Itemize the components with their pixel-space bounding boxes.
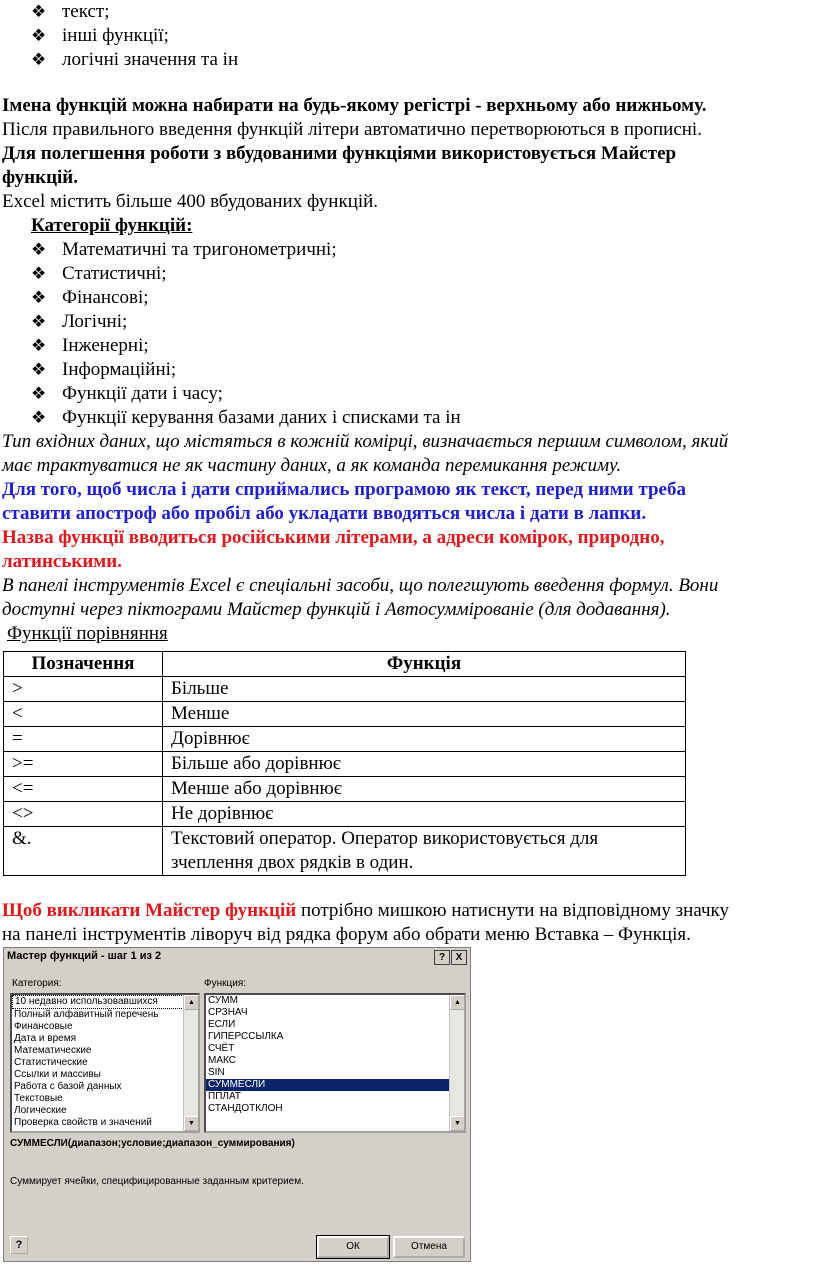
- category-item[interactable]: Работа с базой данных: [14, 1081, 122, 1092]
- para: Після правильного введення функцій літери автоматично перетворюються в прописні.: [2, 119, 702, 140]
- category-label: Категория:: [12, 978, 62, 989]
- category-item[interactable]: Математические: [14, 1045, 92, 1056]
- column-header: Функція: [163, 652, 686, 677]
- table-cell: Не дорівнює: [163, 802, 686, 827]
- italic-para: Тип вхідних даних, що містяться в кожній комірці, визначається першим символом, який: [2, 431, 729, 452]
- diamond-bullet-icon: ❖: [31, 240, 47, 259]
- ok-button[interactable]: ОК: [317, 1236, 389, 1258]
- italic-para: має трактуватися не як частину даних, а як команда перемикання режиму.: [2, 455, 622, 476]
- italic-para: доступні через піктограми Майстер функцій і Автосуммірованіе (для додавання).: [2, 599, 671, 620]
- help-icon[interactable]: ?: [10, 1236, 28, 1254]
- category-scrollbar[interactable]: [183, 995, 198, 1131]
- cancel-button[interactable]: Отмена: [393, 1236, 465, 1258]
- category-item[interactable]: Финансовые: [14, 1021, 73, 1032]
- diamond-bullet-icon: ❖: [31, 408, 47, 427]
- wizard-highlight: Щоб викликати Майстер функцій: [2, 900, 297, 921]
- italic-para: В панелі інструментів Excel є спеціальні засоби, що полегшують введення формул. Вони: [2, 575, 719, 596]
- function-wizard-dialog: [3, 947, 471, 1262]
- function-label: Функция:: [204, 978, 247, 989]
- list-item: ❖ Логічні;: [31, 311, 128, 332]
- intro-list: [0, 0, 816, 72]
- category-item[interactable]: Статистические: [14, 1057, 88, 1068]
- diamond-bullet-icon: ❖: [31, 288, 47, 307]
- red-para: латинськими.: [2, 551, 122, 572]
- function-item[interactable]: СЧЁТ: [208, 1043, 235, 1054]
- diamond-bullet-icon: ❖: [31, 360, 47, 379]
- function-item[interactable]: СТАНДОТКЛОН: [208, 1103, 283, 1114]
- blue-para: ставити апостроф або пробіл або укладати вводяться числа і дати в лапки.: [2, 503, 647, 524]
- list-item: ❖ Математичні та тригонометричні;: [31, 239, 337, 260]
- function-scrollbar[interactable]: [449, 995, 464, 1131]
- table-cell: Менше або дорівнює: [163, 777, 686, 802]
- table-row: [4, 777, 686, 802]
- close-button[interactable]: X: [451, 950, 467, 965]
- comparison-table: [3, 651, 686, 876]
- category-item[interactable]: Логические: [14, 1105, 67, 1116]
- function-item[interactable]: ППЛАТ: [208, 1091, 241, 1102]
- diamond-bullet-icon: ❖: [31, 264, 47, 283]
- table-cell: Менше: [163, 702, 686, 727]
- red-para: Назва функції вводиться російськими літерами, а адреси комірок, природно,: [2, 527, 665, 548]
- diamond-bullet-icon: ❖: [31, 26, 47, 45]
- function-listbox[interactable]: [204, 993, 466, 1133]
- scroll-up-icon[interactable]: ▲: [184, 995, 199, 1010]
- table-row: [4, 702, 686, 727]
- category-item[interactable]: Полный алфавитный перечень: [14, 1009, 159, 1020]
- table-row: [4, 802, 686, 827]
- function-item[interactable]: СУММ: [208, 995, 238, 1006]
- list-item: ❖ текст;: [31, 1, 110, 22]
- dialog-title: Мастер функций - шаг 1 из 2: [7, 950, 162, 962]
- table-cell: >: [4, 677, 163, 702]
- scroll-up-icon[interactable]: ▲: [450, 995, 465, 1010]
- list-item: ❖ логічні значення та ін: [31, 49, 239, 70]
- table-cell: >=: [4, 752, 163, 777]
- scroll-down-icon[interactable]: ▼: [184, 1116, 199, 1131]
- category-item[interactable]: Ссылки и массивы: [14, 1069, 101, 1080]
- table-header-row: [4, 652, 686, 677]
- function-item[interactable]: МАКС: [208, 1055, 236, 1066]
- function-item[interactable]: СУММЕСЛИ: [206, 1079, 464, 1091]
- function-description: Суммирует ячейки, специфицированные заданным критерием.: [10, 1176, 304, 1187]
- para-bold: функцій.: [2, 167, 78, 188]
- list-item: ❖ Інженерні;: [31, 335, 149, 356]
- final-line: Щоб викликати Майстер функцій потрібно мишкою натиснути на відповідному значку: [2, 900, 730, 921]
- table-cell: Дорівнює: [163, 727, 686, 752]
- category-item[interactable]: 10 недавно использовавшихся: [12, 995, 198, 1009]
- list-item: ❖ Інформаційні;: [31, 359, 177, 380]
- dialog-titlebar: [4, 948, 470, 966]
- final-paragraph: [0, 899, 816, 947]
- table-row: [4, 752, 686, 777]
- table-caption: Функції порівняння: [7, 623, 168, 644]
- table-cell: <: [4, 702, 163, 727]
- table-row: [4, 677, 686, 702]
- diamond-bullet-icon: ❖: [31, 384, 47, 403]
- table-cell: Більше або дорівнює: [163, 752, 686, 777]
- category-listbox[interactable]: [10, 993, 200, 1133]
- function-syntax: СУММЕСЛИ(диапазон;условие;диапазон_суммирования): [10, 1138, 295, 1149]
- category-item[interactable]: Проверка свойств и значений: [14, 1117, 152, 1128]
- function-item[interactable]: ГИПЕРССЫЛКА: [208, 1031, 284, 1042]
- table-cell: <=: [4, 777, 163, 802]
- list-item: ❖ Статистичні;: [31, 263, 167, 284]
- para: Excel містить більше 400 вбудованих функцій.: [2, 191, 379, 212]
- table-cell: &.: [4, 827, 163, 876]
- table-row: [4, 827, 686, 876]
- final-line: на панелі інструментів ліворуч від рядка форум або обрати меню Вставка – Функція.: [2, 924, 691, 945]
- categories-list: [0, 238, 816, 430]
- category-item[interactable]: Дата и время: [14, 1033, 77, 1044]
- list-item: ❖ інші функції;: [31, 25, 169, 46]
- table-cell: =: [4, 727, 163, 752]
- diamond-bullet-icon: ❖: [31, 312, 47, 331]
- category-items: [12, 995, 198, 1129]
- table-cell: Більше: [163, 677, 686, 702]
- list-item: ❖ Фінансові;: [31, 287, 149, 308]
- list-item: ❖ Функції дати і часу;: [31, 383, 223, 404]
- categories-heading: Категорії функцій:: [31, 215, 193, 236]
- help-title-button[interactable]: ?: [434, 950, 450, 965]
- function-item[interactable]: ЕСЛИ: [208, 1019, 236, 1030]
- list-item: ❖ Функції керування базами даних і списками та ін: [31, 407, 461, 428]
- table-cell: <>: [4, 802, 163, 827]
- function-item[interactable]: SIN: [208, 1067, 225, 1078]
- table-row: [4, 727, 686, 752]
- diamond-bullet-icon: ❖: [31, 2, 47, 21]
- category-item[interactable]: Текстовые: [14, 1093, 63, 1104]
- function-items: [206, 995, 464, 1115]
- scroll-down-icon[interactable]: ▼: [450, 1116, 465, 1131]
- function-item[interactable]: СРЗНАЧ: [208, 1007, 248, 1018]
- column-header: Позначення: [4, 652, 163, 677]
- diamond-bullet-icon: ❖: [31, 336, 47, 355]
- diamond-bullet-icon: ❖: [31, 50, 47, 69]
- table-cell: Текстовий оператор. Оператор використовується для зчеплення двох рядків в один.: [163, 827, 686, 876]
- para-bold: Для полегшення роботи з вбудованими функціями використовується Майстер: [2, 143, 677, 164]
- blue-para: Для того, щоб числа і дати сприймались програмою як текст, перед ними треба: [2, 479, 686, 500]
- para-bold: Імена функцій можна набирати на будь-якому регістрі - верхньому або нижньому.: [2, 95, 707, 116]
